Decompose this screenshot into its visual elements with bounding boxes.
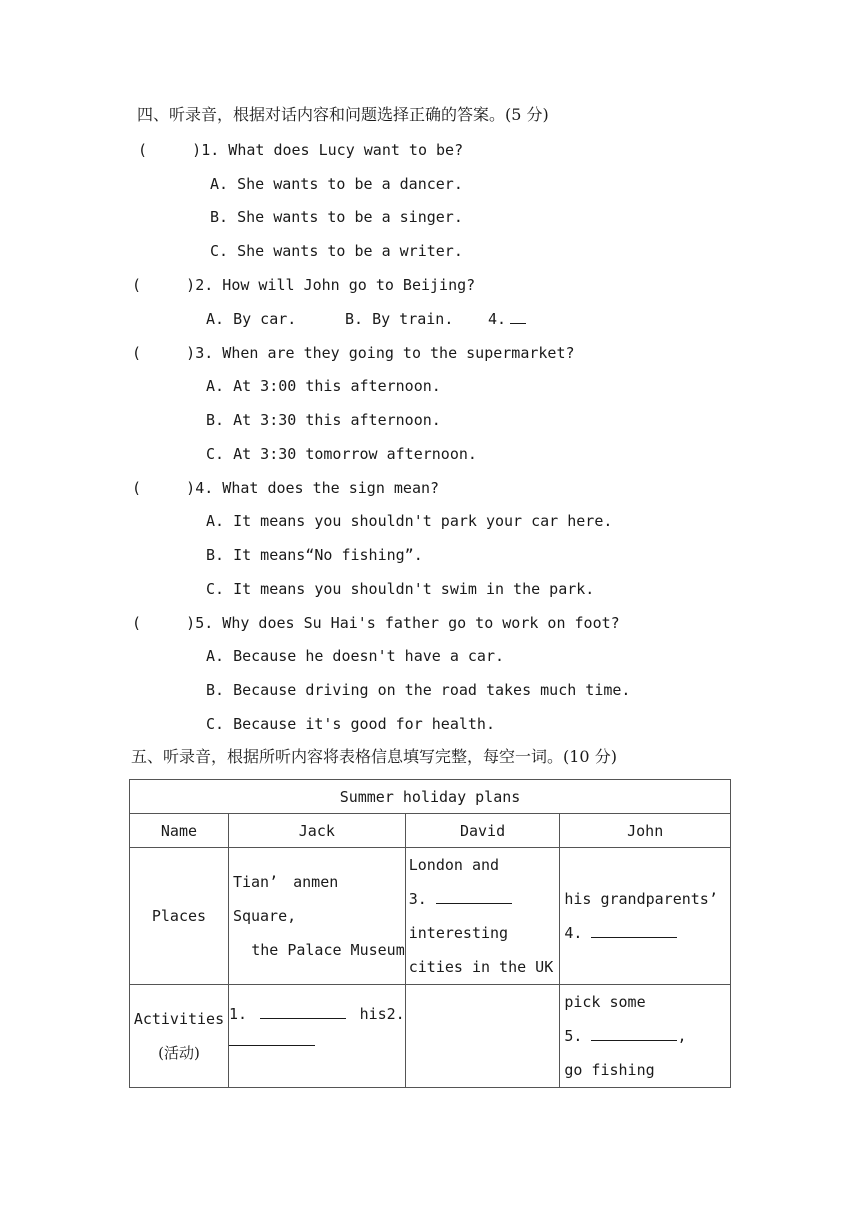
blank-2-line	[229, 1031, 315, 1046]
blank-5-comma: ,	[677, 1027, 687, 1045]
blank-1-number: 1.	[228, 1005, 247, 1023]
header-name: Name	[130, 814, 229, 848]
blank-3-line	[436, 889, 512, 904]
table-title: Summer holiday plans	[130, 780, 731, 814]
jack-activities-line-1	[229, 997, 405, 1031]
jack-activities-his: his2.	[359, 1005, 405, 1023]
john-places-line-1: his grandparents’	[564, 890, 718, 908]
question-2-option-c-label: 4.	[488, 310, 507, 328]
places-label: Places	[130, 848, 229, 985]
david-places-cell	[405, 848, 560, 985]
question-2-option-a: A. By car.	[206, 310, 297, 328]
question-2-option-c	[488, 309, 526, 329]
question-5-option-b: B. Because driving on the road takes much time.	[206, 681, 631, 699]
activities-label-cn: (活动)	[158, 1044, 200, 1062]
summer-plans-table	[129, 779, 731, 1088]
question-3-option-b: B. At 3:30 this afternoon.	[206, 411, 441, 429]
question-1-option-c: C. She wants to be a writer.	[210, 242, 463, 260]
blank-5-line	[591, 1026, 677, 1041]
question-3-option-a: A. At 3:00 this afternoon.	[206, 377, 441, 395]
john-places-line-2	[564, 916, 730, 950]
jack-places-line-2: the Palace Museum	[251, 941, 405, 959]
section-5-heading: 五、听录音，根据所听内容将表格信息填写完整，每空一词。(10 分)	[131, 747, 617, 766]
blank-4-line	[591, 923, 677, 938]
header-david: David	[405, 814, 560, 848]
header-john: John	[560, 814, 731, 848]
david-activities-cell	[405, 985, 560, 1088]
question-4-stem: ( )4. What does the sign mean?	[132, 479, 440, 497]
blank-5-number: 5.	[564, 1027, 583, 1045]
question-4-option-c: C. It means you shouldn't swim in the park.	[206, 580, 595, 598]
section-4-heading: 四、听录音，根据对话内容和问题选择正确的答案。(5 分)	[137, 105, 549, 124]
john-activities-line-1: pick some	[564, 993, 646, 1011]
john-activities-line-3: go fishing	[564, 1061, 655, 1079]
blank-1-line	[260, 1004, 346, 1019]
jack-activities-cell	[228, 985, 405, 1088]
question-5-stem: ( )5. Why does Su Hai's father go to work on foot?	[132, 614, 620, 632]
activities-label-cell	[130, 985, 229, 1088]
question-2-stem: ( )2. How will John go to Beijing?	[132, 276, 476, 294]
jack-places-cell	[228, 848, 405, 985]
blank-3-number: 3.	[408, 890, 427, 908]
blank-4-number: 4.	[564, 924, 583, 942]
jack-activities-line-2	[229, 1031, 405, 1047]
answer-blank	[510, 309, 526, 324]
activities-label: Activities	[133, 1010, 225, 1028]
question-5-option-a: A. Because he doesn't have a car.	[206, 647, 505, 665]
john-activities-cell	[560, 985, 731, 1088]
david-places-line-1: London and	[408, 856, 500, 874]
david-places-line-2	[409, 882, 560, 916]
question-1-option-a: A. She wants to be a dancer.	[210, 175, 463, 193]
john-activities-line-2	[564, 1019, 730, 1053]
question-5-option-c: C. Because it's good for health.	[206, 715, 495, 733]
question-2-option-b: B. By train.	[345, 310, 454, 328]
question-1-option-b: B. She wants to be a singer.	[210, 208, 463, 226]
question-4-option-b: B. It means“No fishing”.	[206, 546, 423, 564]
question-1-stem: ( )1. What does Lucy want to be?	[138, 141, 464, 159]
header-jack: Jack	[228, 814, 405, 848]
question-4-option-a: A. It means you shouldn't park your car here.	[206, 512, 613, 530]
jack-places-line-1: Tian’ anmen Square,	[232, 873, 339, 925]
john-places-cell	[560, 848, 731, 985]
david-places-line-3: interesting	[408, 924, 509, 942]
david-places-line-4: cities in the UK	[408, 958, 554, 976]
question-3-option-c: C. At 3:30 tomorrow afternoon.	[206, 445, 477, 463]
question-3-stem: ( )3. When are they going to the supermarket?	[132, 344, 575, 362]
